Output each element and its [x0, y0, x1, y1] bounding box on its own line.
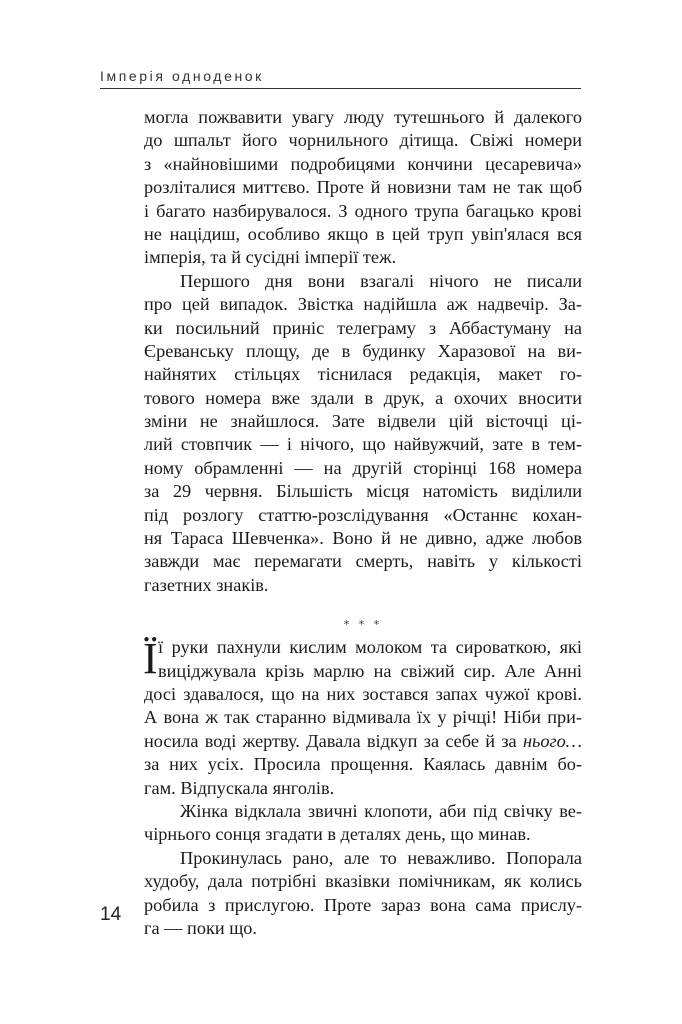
text-line: за них усіх. Просила прощення. Каялась давнім бо-	[144, 754, 582, 775]
text-line: ня Тараса Шевченка». Воно й не дивно, адже любов	[144, 528, 582, 549]
text-line: Першого дня вони взагалі нічого не писали	[180, 270, 582, 291]
paragraph-1	[144, 106, 582, 270]
text-line	[144, 730, 582, 753]
paragraph-5	[144, 847, 582, 941]
text-line: ному обрамленні — на другій сторінці 168 номера	[144, 457, 582, 478]
text-line: під розлогу статтю-розслідування «Останнє кохан-	[144, 504, 582, 525]
text-line: виціджувала крізь марлю на свіжий сир. Але Анні	[158, 660, 582, 681]
text-line: імперія, та й сусідні імперії теж.	[144, 247, 397, 268]
text-line: робила з прислугою. Проте зараз вона сама прислу-	[144, 894, 582, 915]
text-line: з «найновішими подробицями кончини цесаревича»	[144, 153, 582, 174]
text-line: і багато назбирувалося. З одного трупа багацько крові	[144, 200, 582, 221]
text-line: до шпальт його чорнильного дітища. Свіжі номери	[144, 130, 582, 151]
text-line: Єреванську площу, де в будинку Харазової на ви-	[144, 340, 582, 361]
paragraph-3	[144, 636, 582, 800]
text-line: тового номера вже здали в друк, а охочих вносити	[144, 387, 582, 408]
text-line: Прокинулась рано, але то неважливо. Попорала	[180, 847, 582, 868]
drop-cap: Ї	[143, 634, 158, 684]
paragraph-2	[144, 270, 582, 597]
text-line: Жінка відклала звичні клопоти, аби під свічку ве-	[180, 800, 582, 821]
text-line: досі здавалося, що на них зостався запах чужої крові.	[144, 683, 582, 704]
text-line: газетних знаків.	[144, 574, 269, 595]
text-line: лий стовпчик — і нічого, що найвужчий, зате в тем-	[144, 434, 582, 455]
text-line: розліталися миттєво. Проте й новизни там не так щоб	[144, 177, 582, 198]
paragraph-4	[144, 800, 582, 847]
text-segment: носила воді жертву. Давала відкуп за себе й за	[144, 730, 523, 751]
text-line: за 29 червня. Більшість місця натомість виділили	[144, 481, 582, 502]
text-line: ки посильний приніс телеграму з Аббастуману на	[144, 317, 582, 338]
page-number: 14	[100, 904, 122, 925]
text-line: га — поки що.	[144, 917, 257, 938]
text-line: завжди має перемагати смерть, навіть у кількості	[144, 551, 582, 572]
text-line: ї руки пахнули кислим молоком та сироваткою, які	[158, 637, 582, 658]
section-break: * * *	[343, 618, 383, 632]
text-line: чірнього сонця згадати в деталях день, що минав.	[144, 824, 531, 845]
text-line: зміни не знайшлося. Зате відвели цій вісточці ці-	[144, 411, 582, 432]
text-line: гам. Відпускала янголів.	[144, 777, 335, 798]
text-line: худобу, дала потрібні вказівки помічникам, як колись	[144, 871, 582, 892]
italic-word: нього…	[522, 730, 582, 751]
running-head: Імперія одноденок	[100, 68, 264, 84]
text-line: найнятих стільцях тіснилася редакція, макет го-	[144, 364, 582, 385]
text-line: А вона ж так старанно відмивала їх у річці! Ніби при-	[144, 707, 582, 728]
text-line: про цей випадок. Звістка надійшла аж надвечір. За-	[144, 294, 582, 315]
header-rule	[100, 88, 581, 89]
text-line: не націдиш, особливо якщо в цей труп увіп'ялася вся	[144, 223, 582, 244]
text-line: могла пожвавити увагу люду тутешнього й далекого	[144, 107, 582, 127]
body-text	[144, 106, 582, 940]
